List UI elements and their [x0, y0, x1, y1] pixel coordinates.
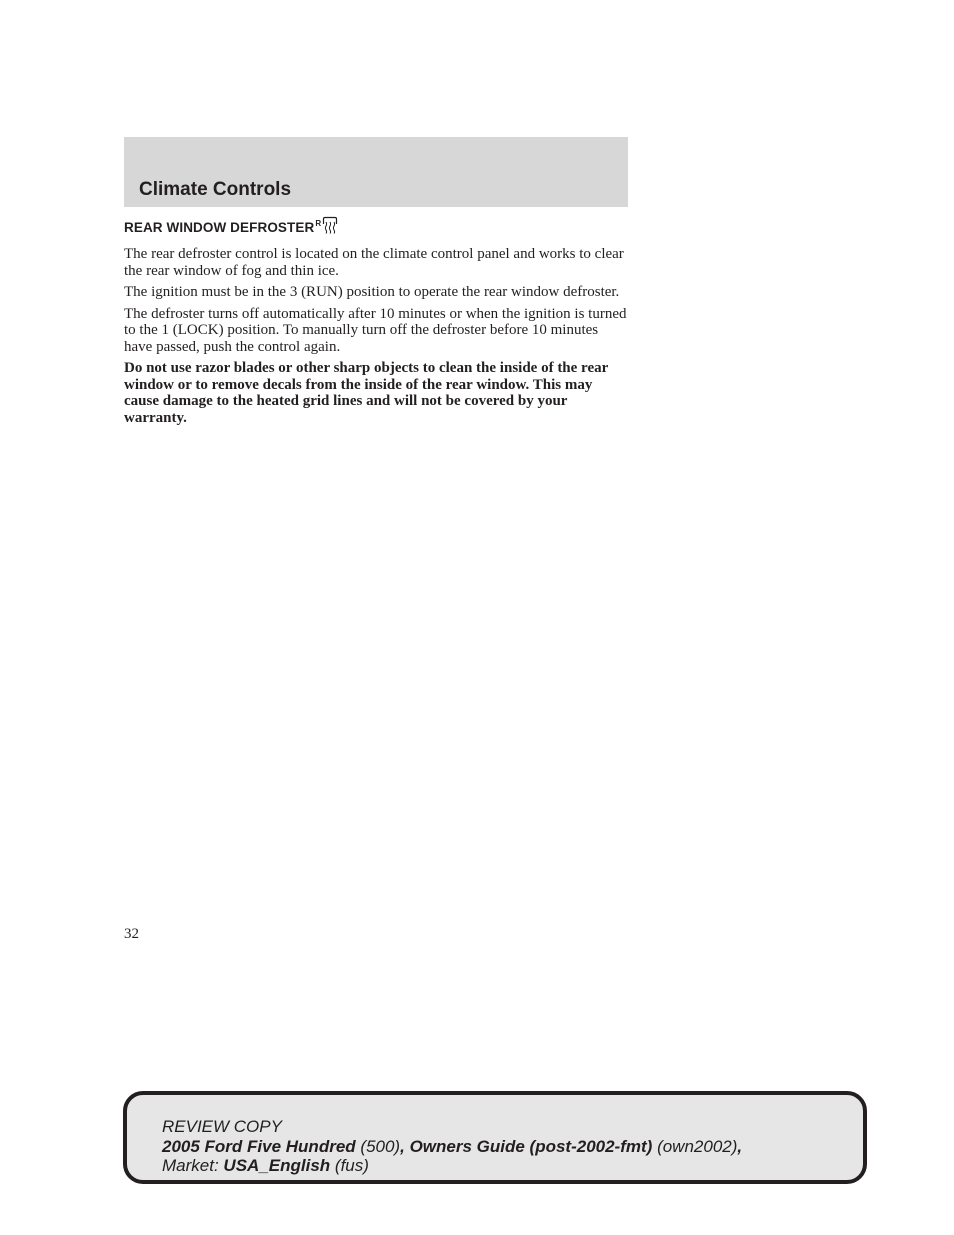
market-label: Market:	[162, 1156, 219, 1175]
guide-code: (own2002)	[657, 1136, 738, 1156]
paragraph: The rear defroster control is located on the climate control panel and works to clear the rear window of fog and thin ice.	[124, 246, 624, 279]
separator: ,	[737, 1136, 743, 1156]
separator: ,	[400, 1136, 405, 1156]
paragraph: The defroster turns off automatically after 10 minutes or when the ignition is turned to the 1 (LOCK) position. To manually turn off the defroster before 10 minutes have passed, push the control again.	[124, 305, 627, 355]
model-name: 2005 Ford Five Hundred	[162, 1136, 356, 1156]
page-number: 32	[124, 926, 139, 942]
review-line-3	[162, 1156, 742, 1176]
rear-defroster-icon	[322, 216, 338, 234]
section-heading-sup: R	[315, 219, 322, 228]
review-copy-box	[123, 1091, 867, 1184]
paragraph: The ignition must be in the 3 (RUN) position to operate the rear window defroster.	[124, 284, 620, 300]
section-heading	[124, 220, 630, 238]
review-copy-text	[162, 1117, 742, 1176]
market-name: USA_English	[223, 1156, 331, 1175]
section-header-band	[124, 137, 628, 207]
page-title: Climate Controls	[139, 179, 292, 200]
model-code: (500)	[360, 1136, 401, 1156]
warning-paragraph: Do not use razor blades or other sharp objects to clean the inside of the rear window or to remove decals from the inside of the rear window. This may cause damage to the heated grid lines and will not be covered by your warranty.	[124, 360, 608, 426]
main-content	[124, 220, 630, 431]
guide-name: Owners Guide (post-2002-fmt)	[409, 1136, 653, 1156]
review-line-2	[162, 1137, 742, 1157]
market-code: (fus)	[334, 1156, 369, 1175]
review-line-1: REVIEW COPY	[162, 1117, 282, 1136]
section-heading-text: REAR WINDOW DEFROSTER	[124, 220, 315, 235]
